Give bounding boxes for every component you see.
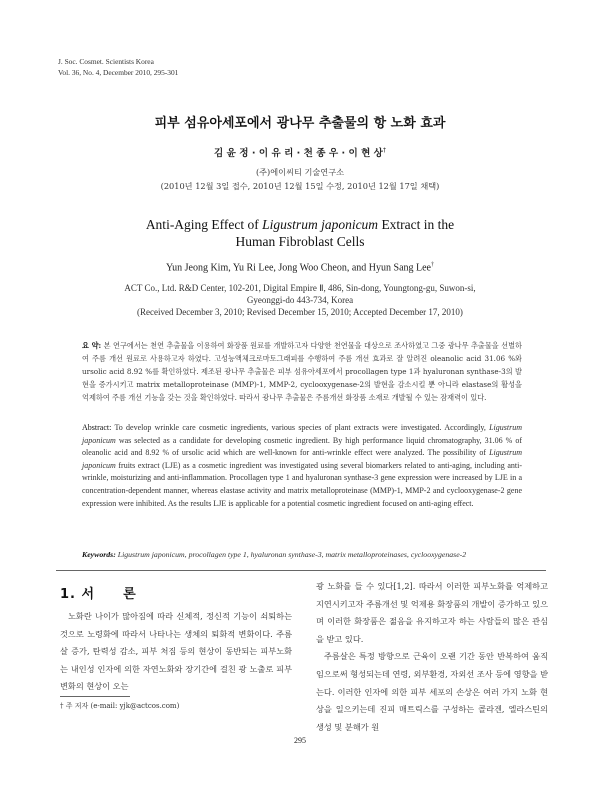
- organization-korean: (주)에이씨티 기술연구소: [255, 167, 345, 177]
- page-number: 295: [294, 736, 306, 745]
- journal-header: [58, 56, 178, 78]
- body-column-left: 노화란 나이가 많아짐에 따라 신체적, 정신적 기능이 쇠퇴하는 것으로 노령화에 따라서 나타나는 생체의 퇴화적 변화이다. 주름살 증가, 탄력성 감소, 피부 처짐 등의 현상이 동반되는 피부노화는 내인성 인자에 의한 자연노화와 장기간에 걸친 광 노출로 피부 변화의 현상이 오는: [60, 611, 292, 692]
- keywords-label: Keywords:: [82, 550, 116, 559]
- received-dates: (Received December 3, 2010; Revised December 15, 2010; Accepted December 17, 2010): [137, 307, 463, 318]
- authors-english-names: Yun Jeong Kim, Yu Ri Lee, Jong Woo Cheon, and Hyun Sang Lee: [166, 262, 431, 274]
- title-english-line1: [0, 216, 600, 233]
- section-divider: [56, 570, 546, 571]
- title-english-species: Ligustrum japonicum: [262, 217, 379, 232]
- body-column-right: [316, 578, 548, 736]
- title-english: [0, 216, 600, 250]
- abstract-english-text-3: fruits extract (LJE) as a cosmetic ingredient was investigated using several biomarkers related to anti-aging, including anti-wrinkle, moisturizing and anti-inflammation. Procollagen type 1 and hyaluronan synthase-3 gene expression were increased by LJE in a concentration-dependent manner, whereas elastase activity and matrix metalloproteinase (MMP)-1, MMP-2 and cyclooxygenase-2 gene expression were inhibited. As the results LJE is applicable for a potential cosmetic ingredient focused on anti-aging effect.: [82, 460, 522, 508]
- dates-korean: (2010년 12월 3일 접수, 2010년 12월 15일 수정, 2010년 12월 17일 채택): [160, 181, 440, 191]
- affiliation-line2: Gyeonggi-do 443-734, Korea: [246, 295, 354, 306]
- title-english-pre: Anti-Aging Effect of: [145, 217, 263, 232]
- abstract-english-text-2: was selected as a candidate for developing cosmetic ingredient. By high performance liquid chromatography, 31.06 % of oleanolic acid and 8.92 % of ursolic acid which are well-known for anti-wrinkle effect were analyzed. The possibility of: [82, 435, 522, 458]
- affiliation-english: [0, 282, 600, 319]
- abstract-english-label: Abstract:: [82, 423, 112, 432]
- abstract-korean: [82, 339, 522, 404]
- abstract-english: [82, 422, 522, 510]
- title-english-post: Extract in the: [378, 217, 455, 232]
- abstract-english-text-1: To develop wrinkle care cosmetic ingredients, various species of plant extracts were investigated. Accordingly,: [111, 423, 490, 432]
- body-paragraph: 주름살은 특정 방향으로 근육이 오랜 기간 동안 반복하여 움직임으로써 형성되는데 연령, 외부환경, 자외선 조사 등에 영향을 받는다. 이러한 인자에 의한 피부 세포의 손상은 여러 가지 노화 현상을 일으키는데 진피 매트릭스를 구성하는 콜라겐, 엘라스틴의 생성 및 분해가 원: [316, 651, 548, 732]
- footnote-divider: [60, 696, 130, 697]
- keywords-text: Ligustrum japonicum, procollagen type 1, hyaluronan synthase-3, matrix metalloproteinases, cyclooxygenase-2: [115, 550, 467, 559]
- corresponding-mark: †: [382, 146, 386, 154]
- title-english-line2: Human Fibroblast Cells: [235, 234, 365, 249]
- title-korean: 피부 섬유아세포에서 광나무 추출물의 항 노화 효과: [154, 116, 446, 131]
- corresponding-mark-en: †: [431, 262, 434, 268]
- authors-korean: [0, 145, 600, 159]
- authors-english: [0, 262, 600, 273]
- keywords: [82, 550, 552, 559]
- abstract-korean-text: 본 연구에서는 천연 추출물을 이용하여 화장품 원료를 개발하고자 다양한 천연물을 대상으로 조사하였고 그중 광나무 추출물을 선별하여 주름 개선 원료로 사용하고자 하였다. 고성능액체크로마토그래피를 수행하여 주름 개선 효과로 잘 알려진 oleanolic acid 31.06 %와 ursolic acid 8.92 %를 확인하였다. 제조된 광나무 추출물은 피부 섬유아세포에서 procollagen type 1과 hyaluronan synthase-3의 발현을 증가시키고 matrix metalloproteinase (MMP)-1, MMP-2, cyclooxygenase-2의 발현을 감소시킬 뿐 아니라 elastase의 활성을 억제하여 주름 개선 기능을 갖는 것을 확인하였다. 따라서 광나무 추출물은 주름개선 화장품 소재로 개발될 수 있는 잠재력이 있다.: [82, 341, 523, 402]
- journal-volume: Vol. 36, No. 4, December 2010, 295-301: [58, 68, 179, 77]
- body-paragraph: 광 노화를 들 수 있다[1,2]. 따라서 이러한 피부노화를 억제하고 지연시키고자 주름개선 및 억제용 화장품의 개발이 증가하고 있으며 이러한 화장품은 젊음을 유지하고자 하는 사람들의 많은 관심을 받고 있다.: [316, 581, 548, 644]
- abstract-korean-label: 요 약:: [82, 341, 102, 350]
- journal-name: J. Soc. Cosmet. Scientists Korea: [58, 57, 154, 66]
- abstract-english-species-1: Ligustrum japonicum: [82, 423, 522, 445]
- authors-korean-names: 김 윤 정 · 이 유 리 · 천 종 우 · 이 현 상: [214, 148, 383, 159]
- section-heading-introduction: 1. 서 론: [60, 587, 137, 602]
- footnote-email: † 주 저자 (e-mail: yjk@actcos.com): [60, 702, 180, 710]
- affiliation-line1: ACT Co., Ltd. R&D Center, 102-201, Digital Empire Ⅱ, 486, Sin-dong, Youngtong-gu, Suwon-si,: [124, 283, 476, 293]
- abstract-english-species-2: Ligustrum japonicum: [82, 448, 522, 470]
